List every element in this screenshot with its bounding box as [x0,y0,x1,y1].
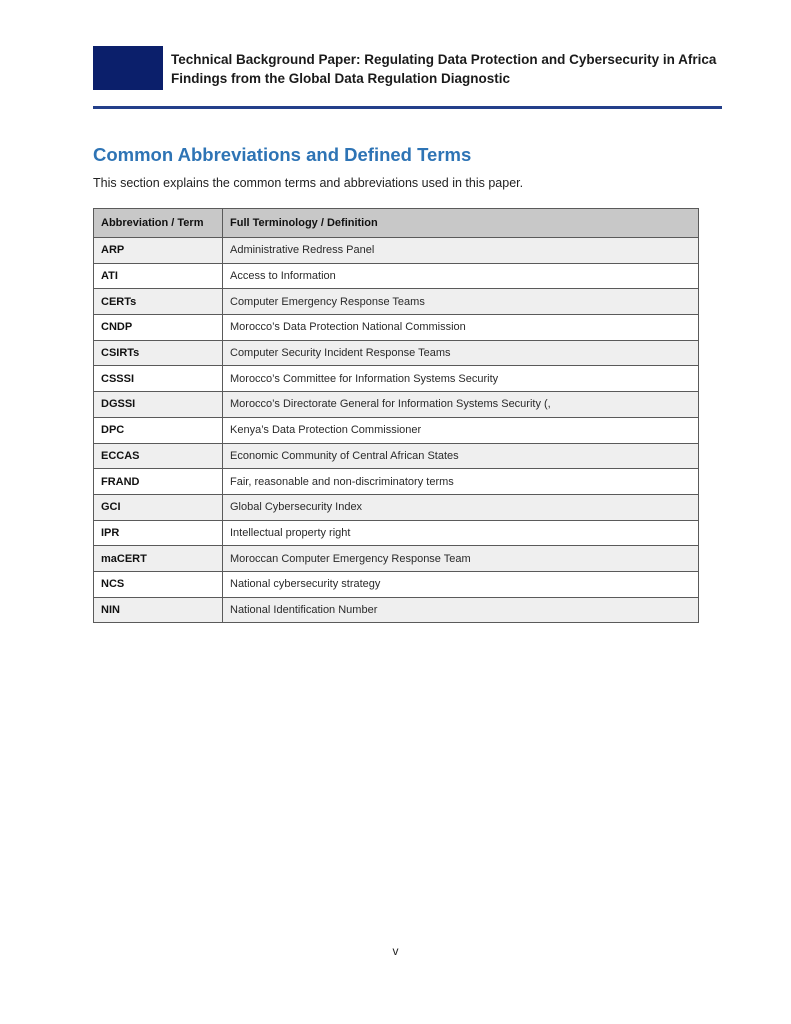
table-row [94,315,699,341]
definition-cell: Moroccan Computer Emergency Response Team [223,546,699,572]
abbreviation-cell: maCERT [94,546,223,572]
definition-cell: Computer Emergency Response Teams [223,289,699,315]
definition-cell: Fair, reasonable and non-discriminatory terms [223,469,699,495]
table-row [94,571,699,597]
abbreviation-cell: IPR [94,520,223,546]
definition-cell: Administrative Redress Panel [223,238,699,264]
definition-cell: National Identification Number [223,597,699,623]
header-divider [93,106,722,109]
table-row [94,366,699,392]
header-title-line2: Findings from the Global Data Regulation Diagnostic [171,71,511,86]
section-title: Common Abbreviations and Defined Terms [93,144,472,165]
header-color-block [93,46,163,90]
abbreviation-cell: NCS [94,571,223,597]
table-header-row [94,209,699,238]
definition-cell: Intellectual property right [223,520,699,546]
abbreviation-cell: ECCAS [94,443,223,469]
definition-cell: Morocco’s Directorate General for Information Systems Security (, [223,392,699,418]
table-row [94,520,699,546]
column-header-abbreviation: Abbreviation / Term [94,209,223,238]
abbreviation-cell: FRAND [94,469,223,495]
column-header-definition: Full Terminology / Definition [223,209,699,238]
table-row [94,417,699,443]
definition-cell: Access to Information [223,263,699,289]
abbreviation-cell: ARP [94,238,223,264]
abbreviation-cell: CERTs [94,289,223,315]
abbreviation-cell: DGSSI [94,392,223,418]
page-number: v [392,944,399,958]
header-title-line1: Technical Background Paper: Regulating Data Protection and Cybersecurity in Africa [171,52,717,67]
definition-cell: Kenya’s Data Protection Commissioner [223,417,699,443]
abbreviations-table [93,208,699,623]
definition-cell: Morocco’s Data Protection National Commission [223,315,699,341]
section-intro: This section explains the common terms and abbreviations used in this paper. [93,176,524,190]
table-row [94,392,699,418]
definition-cell: National cybersecurity strategy [223,571,699,597]
table-row [94,469,699,495]
definition-cell: Economic Community of Central African States [223,443,699,469]
abbreviation-cell: DPC [94,417,223,443]
table-row [94,238,699,264]
table-row [94,494,699,520]
table-row [94,263,699,289]
abbreviation-cell: NIN [94,597,223,623]
abbreviation-cell: CNDP [94,315,223,341]
table-row [94,546,699,572]
definition-cell: Computer Security Incident Response Teams [223,340,699,366]
definition-cell: Global Cybersecurity Index [223,494,699,520]
running-header [171,50,731,88]
table-row [94,443,699,469]
abbreviation-cell: CSSSI [94,366,223,392]
table-row [94,597,699,623]
definition-cell: Morocco’s Committee for Information Systems Security [223,366,699,392]
abbreviation-cell: ATI [94,263,223,289]
table-row [94,340,699,366]
abbreviation-cell: CSIRTs [94,340,223,366]
table-row [94,289,699,315]
abbreviation-cell: GCI [94,494,223,520]
